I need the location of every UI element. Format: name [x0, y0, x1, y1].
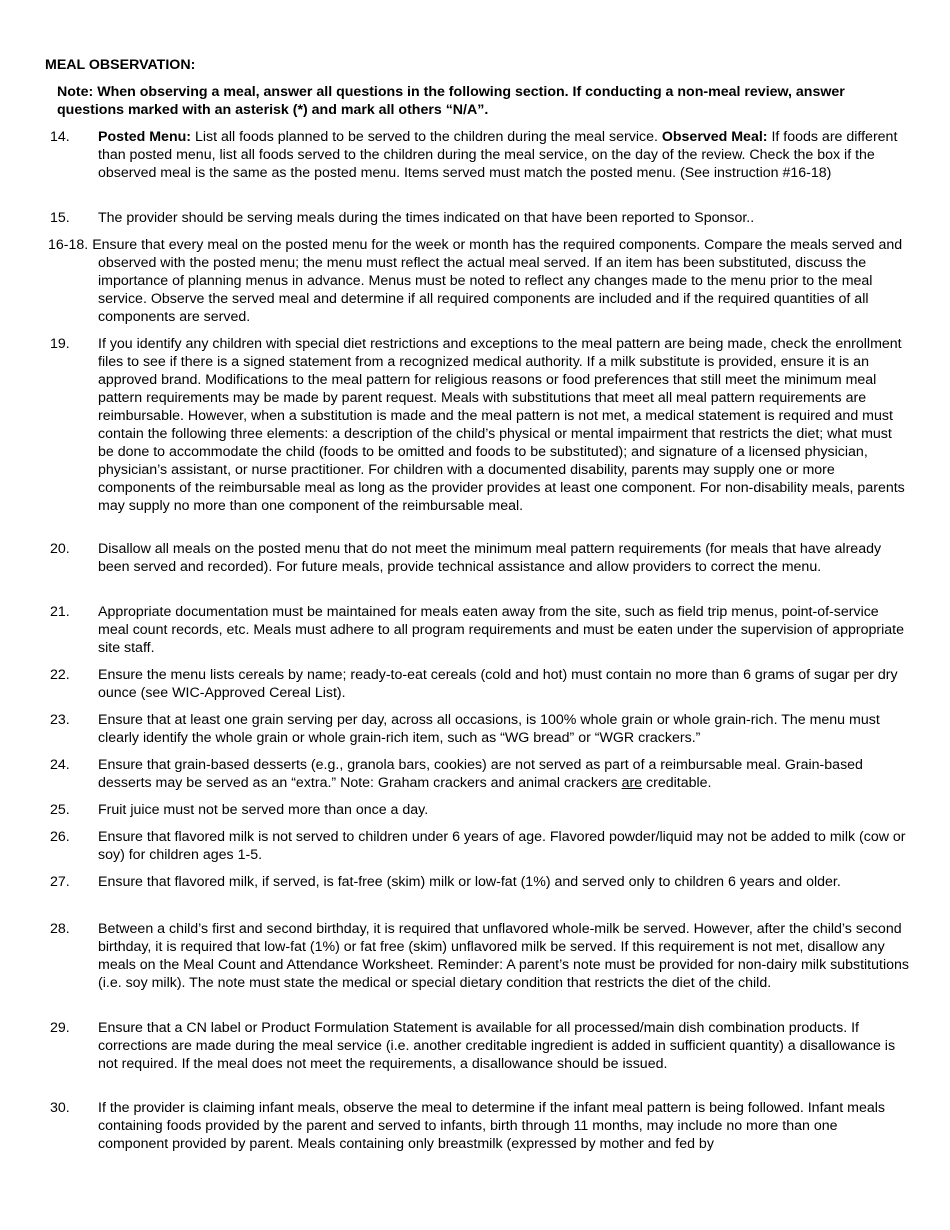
item-number: 29.	[50, 1020, 70, 1036]
item-number: 16-18.	[48, 237, 89, 253]
item-text: Fruit juice must not be served more than once a day.	[98, 802, 429, 818]
item-text: Ensure that at least one grain serving per day, across all occasions, is 100% whole grain or whole grain-rich. The menu must clearly identify the whole grain or whole grain-rich item, such as “WG bread” or “WGR crackers.”	[98, 712, 880, 746]
item-text	[98, 756, 910, 792]
item-number: 27.	[50, 874, 70, 890]
item-number: 20.	[50, 541, 70, 557]
item-number: 30.	[50, 1100, 70, 1116]
item-text: Between a child’s first and second birthday, it is required that unflavored whole-milk be served. However, after the child’s second birthday, it is required that low-fat (1%) or fat free (skim) unflavored milk be served. If this requirement is not met, disallow any meals on the Meal Count and Attendance Worksheet. Reminder: A parent’s note must be provided for non-dairy milk substitutions (i.e. soy milk). The note must state the medical or special dietary condition that restricts the diet of the child.	[98, 921, 909, 991]
item-body: Ensure that every meal on the posted menu for the week or month has the required components. Compare the meals served and observed with the posted menu; the menu must reflect the actual meal served. If an item has been substituted, discuss the importance of planning menus in advance. Menus must be noted to reflect any changes made to the menu prior to the meal service. Observe the served meal and determine if all required components are included and if the required quantities of all components are served.	[92, 237, 903, 325]
observed-meal-text: If foods are different than posted menu, list all foods served to the children during the meal service, on the day of the review. Check the box if the observed meal is the same as the posted menu. Items served must match the posted menu. (See instruction #16-18)	[98, 129, 898, 181]
item-number: 19.	[50, 336, 70, 352]
item-number: 15.	[50, 210, 70, 226]
item-number: 25.	[50, 802, 70, 818]
item-text	[48, 236, 910, 326]
item-number: 23.	[50, 712, 70, 728]
posted-menu-label: Posted Menu:	[98, 129, 192, 145]
item-body-end: creditable.	[642, 775, 712, 791]
item-text	[98, 128, 910, 182]
item-number: 26.	[50, 829, 70, 845]
item-text: Ensure that a CN label or Product Formulation Statement is available for all processed/main dish combination products. If corrections are made during the meal service (i.e. another creditable ingredient is added in sufficient quantity) a disallowance is not required. If the meal does not meet the requirements, a disallowance should be issued.	[98, 1020, 896, 1072]
posted-menu-text: List all foods planned to be served to the children during the meal service.	[191, 129, 662, 145]
item-body: Ensure that grain-based desserts (e.g., granola bars, cookies) are not served as part of a reimbursable meal. Grain-based desserts may be served as an “extra.” Note: Graham crackers and animal crackers	[98, 757, 863, 791]
item-number: 24.	[50, 757, 70, 773]
underlined-word: are	[621, 775, 643, 791]
item-text: Appropriate documentation must be maintained for meals eaten away from the site, such as field trip menus, point-of-service meal count records, etc. Meals must adhere to all program requirements and must be eaten under the supervision of appropriate site staff.	[98, 604, 904, 656]
item-text: Ensure that flavored milk, if served, is fat-free (skim) milk or low-fat (1%) and served only to children 6 years and older.	[98, 874, 841, 890]
item-text: Disallow all meals on the posted menu that do not meet the minimum meal pattern requirements (for meals that have already been served and recorded). For future meals, provide technical assistance and allow providers to correct the menu.	[98, 541, 882, 575]
observed-meal-label: Observed Meal:	[661, 129, 768, 145]
item-text: The provider should be serving meals during the times indicated on that have been reported to Sponsor..	[98, 210, 755, 226]
section-heading: MEAL OBSERVATION:	[45, 57, 196, 73]
item-number: 22.	[50, 667, 70, 683]
item-text: Ensure that flavored milk is not served to children under 6 years of age. Flavored powder/liquid may not be added to milk (cow or soy) for children ages 1-5.	[98, 829, 906, 863]
item-number: 28.	[50, 921, 70, 937]
section-note: Note: When observing a meal, answer all questions in the following section. If conducting a non-meal review, answer questions marked with an asterisk (*) and mark all others “N/A”.	[57, 84, 845, 118]
item-text: If the provider is claiming infant meals, observe the meal to determine if the infant meal pattern is being followed. Infant meals containing foods provided by the parent and served to infants, birth through 11 months, may include no more than one component provided by parent. Meals containing only breastmilk (expressed by mother and fed by	[98, 1100, 886, 1152]
item-text: If you identify any children with special diet restrictions and exceptions to the meal pattern are being made, check the enrollment files to see if there is a signed statement from a recognized medical authority. If a milk substitute is provided, ensure it is an approved brand. Modifications to the meal pattern for religious reasons or food preferences that still meet the minimum meal pattern requirements may be made by parent request. Meals with substitutions that meet all meal pattern requirements are reimbursable. However, when a substitution is made and the meal pattern is not met, a medical statement is required and must contain the following three elements: a description of the child’s physical or mental impairment that restricts the diet; what must be done to accommodate the child (foods to be omitted and foods to be substituted); and signature of a licensed physician, physician’s assistant, or nurse practitioner. For children with a documented disability, parents may supply one or more components of the reimbursable meal as long as the provider provides at least one component. For non-disability meals, parents may supply no more than one component of the reimbursable meal.	[98, 336, 905, 514]
item-number: 21.	[50, 604, 70, 620]
item-text: Ensure the menu lists cereals by name; ready-to-eat cereals (cold and hot) must contain no more than 6 grams of sugar per dry ounce (see WIC-Approved Cereal List).	[98, 667, 898, 701]
item-number: 14.	[50, 129, 70, 145]
